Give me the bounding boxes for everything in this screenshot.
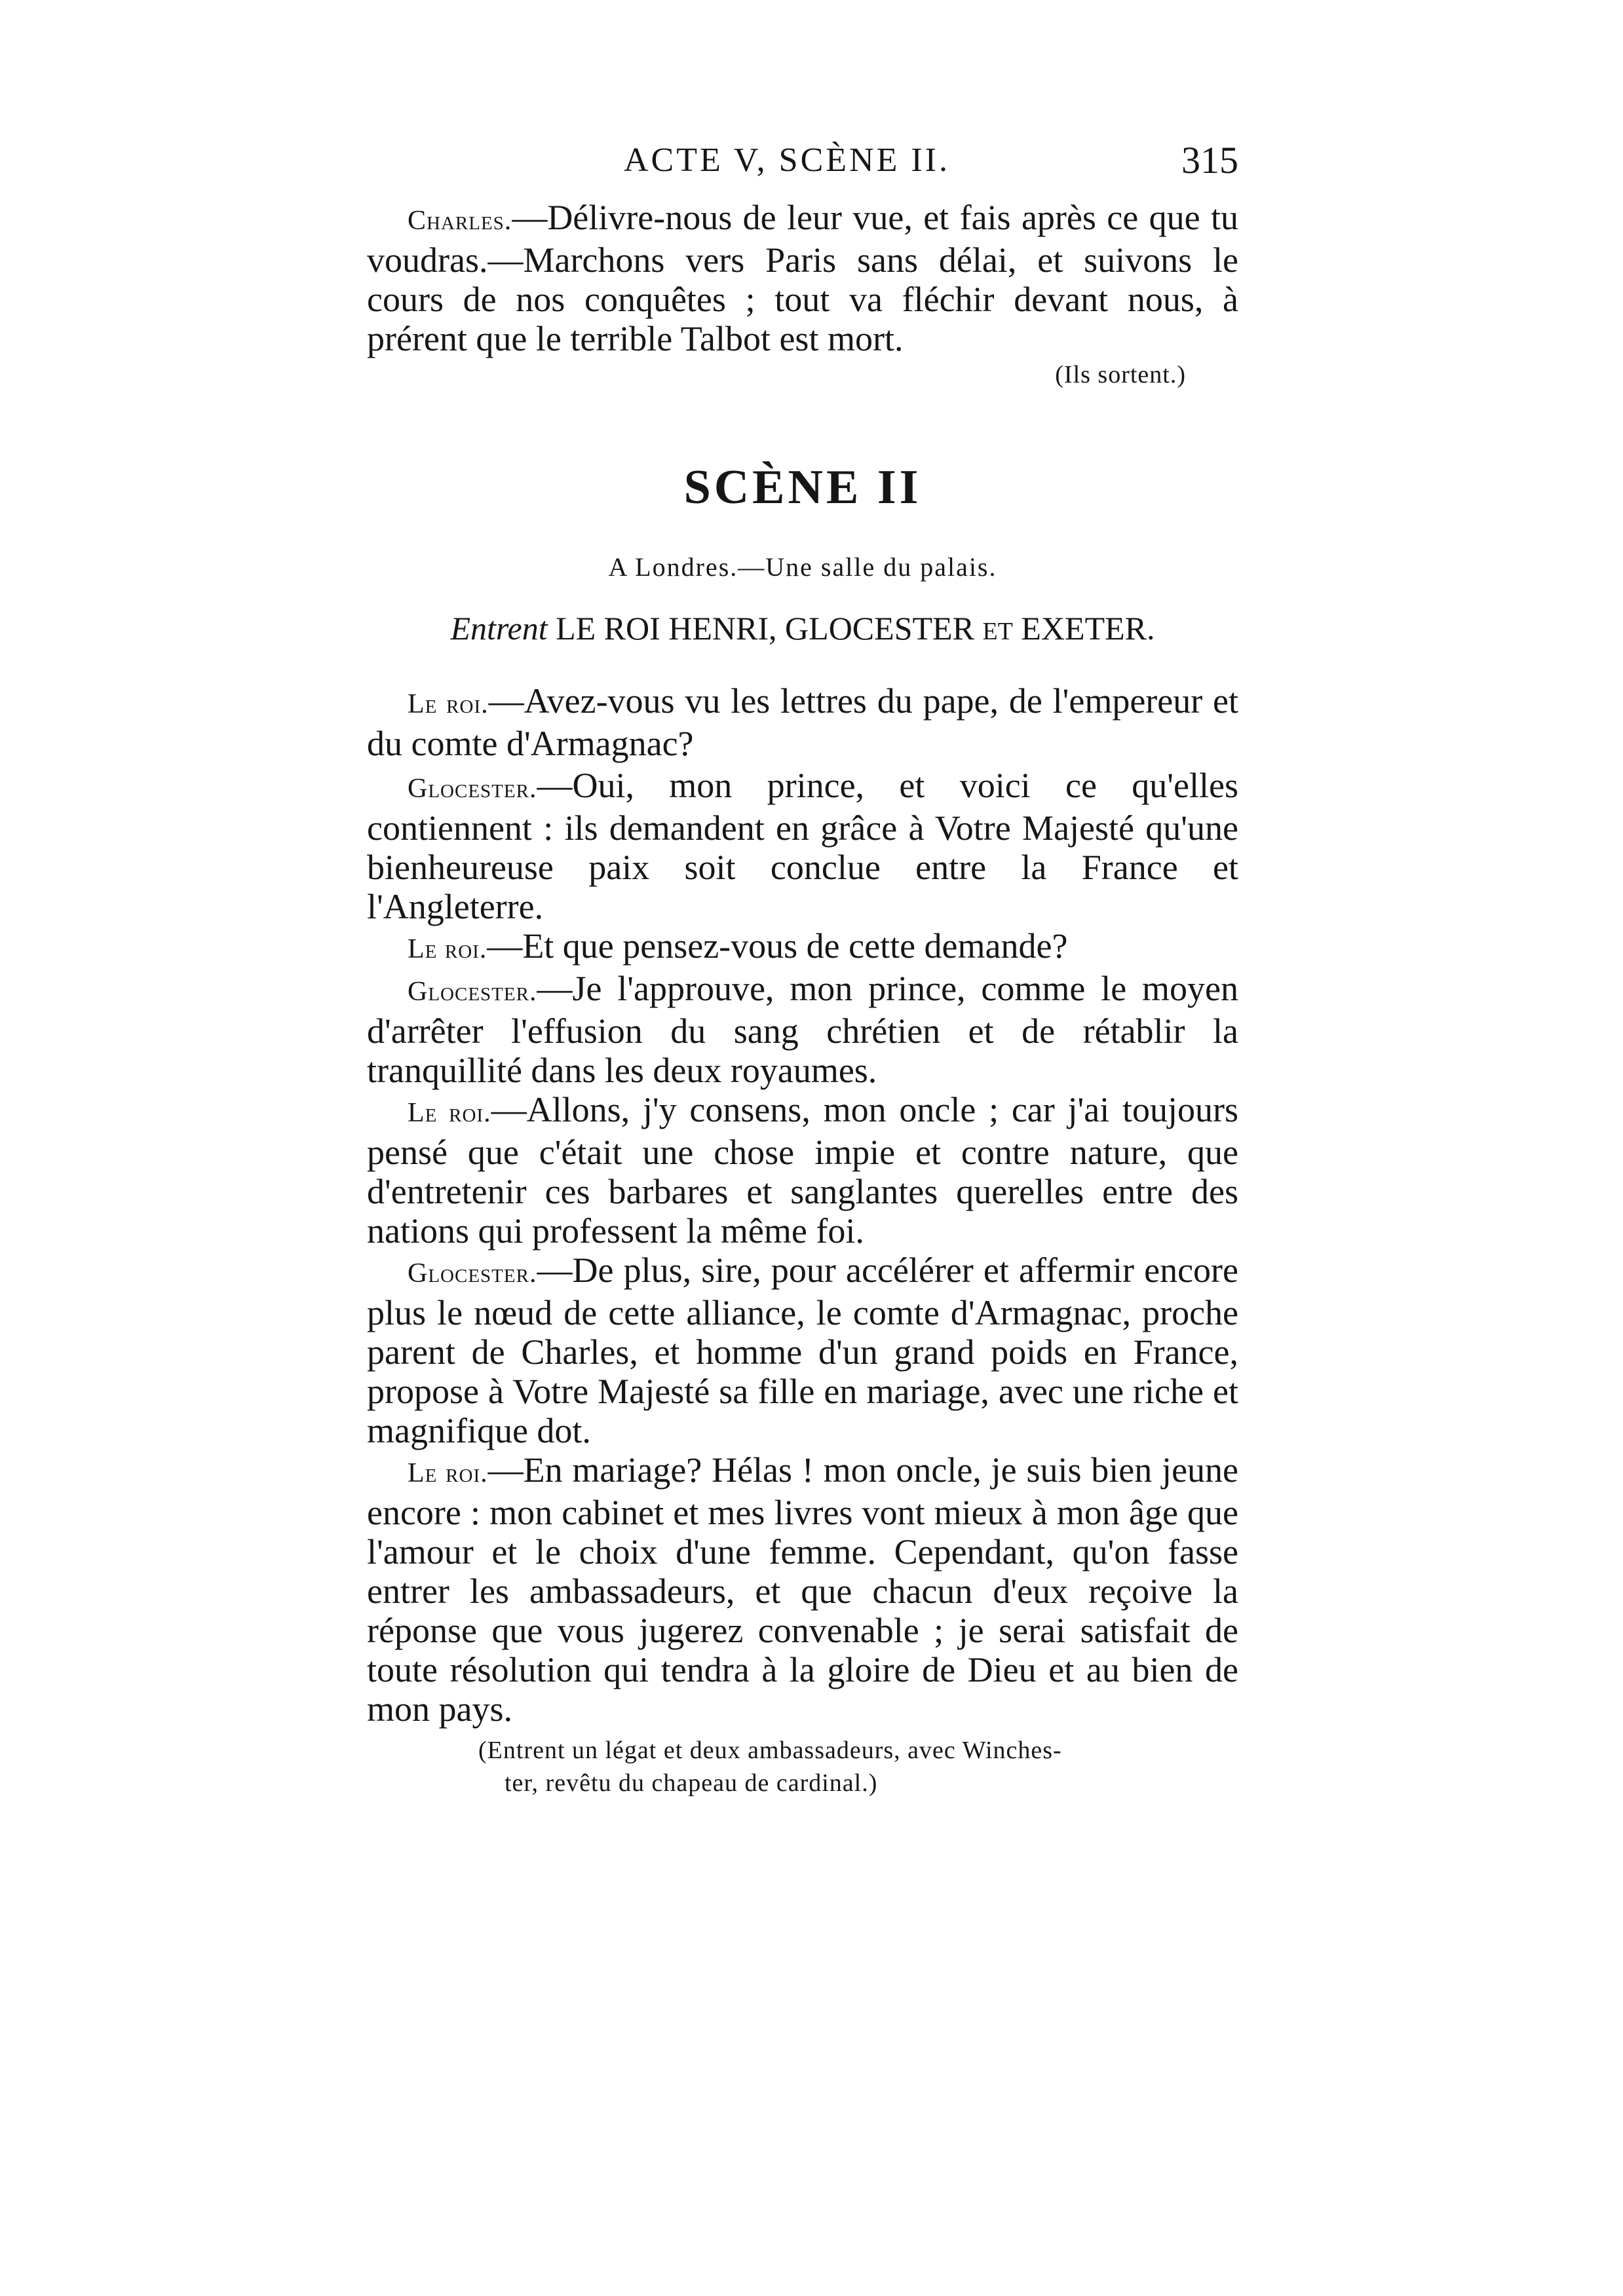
speech-text: —Oui, mon prince, et voici ce qu'elles contiennent : ils demandent en grâce à Votre Majesté qu'une bienheureuse paix soit conclue entre la France et l'Angleterre.	[367, 766, 1238, 926]
speech-text: —Délivre-nous de leur vue, et fais après ce que tu voudras.—Marchons vers Paris sans délai, et suivons le cours de nos conquêtes ; tout va fléchir devant nous, à prérent que le terrible Talbot est mort.	[367, 198, 1238, 358]
text-block	[367, 198, 1238, 1799]
entrance-and: ET	[982, 618, 1013, 645]
scene-location: A Londres.—Une salle du palais.	[608, 552, 997, 582]
closing-direction-line-2: ter, revêtu du chapeau de cardinal.)	[505, 1769, 878, 1797]
scene-title: SCÈNE II	[683, 461, 922, 514]
closing-direction-line-1: (Entrent un légat et deux ambassadeurs, avec Winches-	[478, 1737, 1062, 1764]
speech-opening	[367, 198, 1238, 358]
speaker-label: Glocester.	[408, 1258, 537, 1289]
speech-text: —De plus, sire, pour accélérer et affermir encore plus le nœud de cette alliance, le comte d'Armagnac, proche parent de Charles, et homme d'un grand poids en France, propose à Votre Majesté sa fille en mariage, avec une riche et magnifique dot.	[367, 1251, 1238, 1450]
speaker-label: Le roi.	[408, 1458, 488, 1488]
entrance-verb: Entrent	[450, 610, 548, 647]
speech	[367, 926, 1238, 969]
speech-text: —Et que pensez-vous de cette demande?	[487, 926, 1068, 966]
speech-text: —Allons, j'y consens, mon oncle ; car j'ai toujours pensé que c'était une chose impie et contre nature, que d'entretenir ces barbares et sanglantes querelles entre des nations qui professent la même foi.	[367, 1090, 1238, 1251]
stage-direction: (Ils sortent.)	[1055, 361, 1186, 388]
speaker-label: Glocester.	[408, 977, 537, 1007]
speech	[367, 969, 1238, 1090]
running-title: ACTE V, SCÈNE II.	[624, 141, 950, 179]
running-header	[408, 138, 1238, 183]
speech-text: —En mariage? Hélas ! mon oncle, je suis bien jeune encore : mon cabinet et mes livres vont mieux à mon âge que l'amour et le choix d'une femme. Cependant, qu'on fasse entrer les ambassadeurs, et que chacun d'eux reçoive la réponse que vous jugerez convenable ; je serai satisfait de toute résolution qui tendra à la gloire de Dieu et au bien de mon pays.	[367, 1450, 1238, 1729]
entrance-names-1: LE ROI HENRI, GLOCESTER	[556, 610, 974, 647]
speech	[367, 1090, 1238, 1251]
page-number: 315	[1181, 139, 1238, 181]
speech-text: —Avez-vous vu les lettres du pape, de l'empereur et du comte d'Armagnac?	[367, 681, 1239, 763]
speech	[367, 1251, 1238, 1450]
speech	[367, 681, 1238, 763]
scene-entrance	[367, 609, 1238, 651]
speech	[367, 1450, 1238, 1729]
speaker-label: Le roi.	[408, 934, 487, 964]
speaker-label: Glocester.	[408, 774, 537, 804]
closing-stage-direction	[367, 1734, 1238, 1799]
speaker-label: Le roi.	[408, 1098, 491, 1128]
entrance-names-2: EXETER.	[1021, 610, 1155, 647]
speaker-label: Charles.	[408, 206, 512, 236]
speech-text: —Je l'approuve, mon prince, comme le moyen d'arrêter l'effusion du sang chrétien et de rétablir la tranquillité dans les deux royaumes.	[367, 969, 1238, 1090]
speaker-label: Le roi.	[408, 689, 489, 719]
speech	[367, 766, 1238, 926]
